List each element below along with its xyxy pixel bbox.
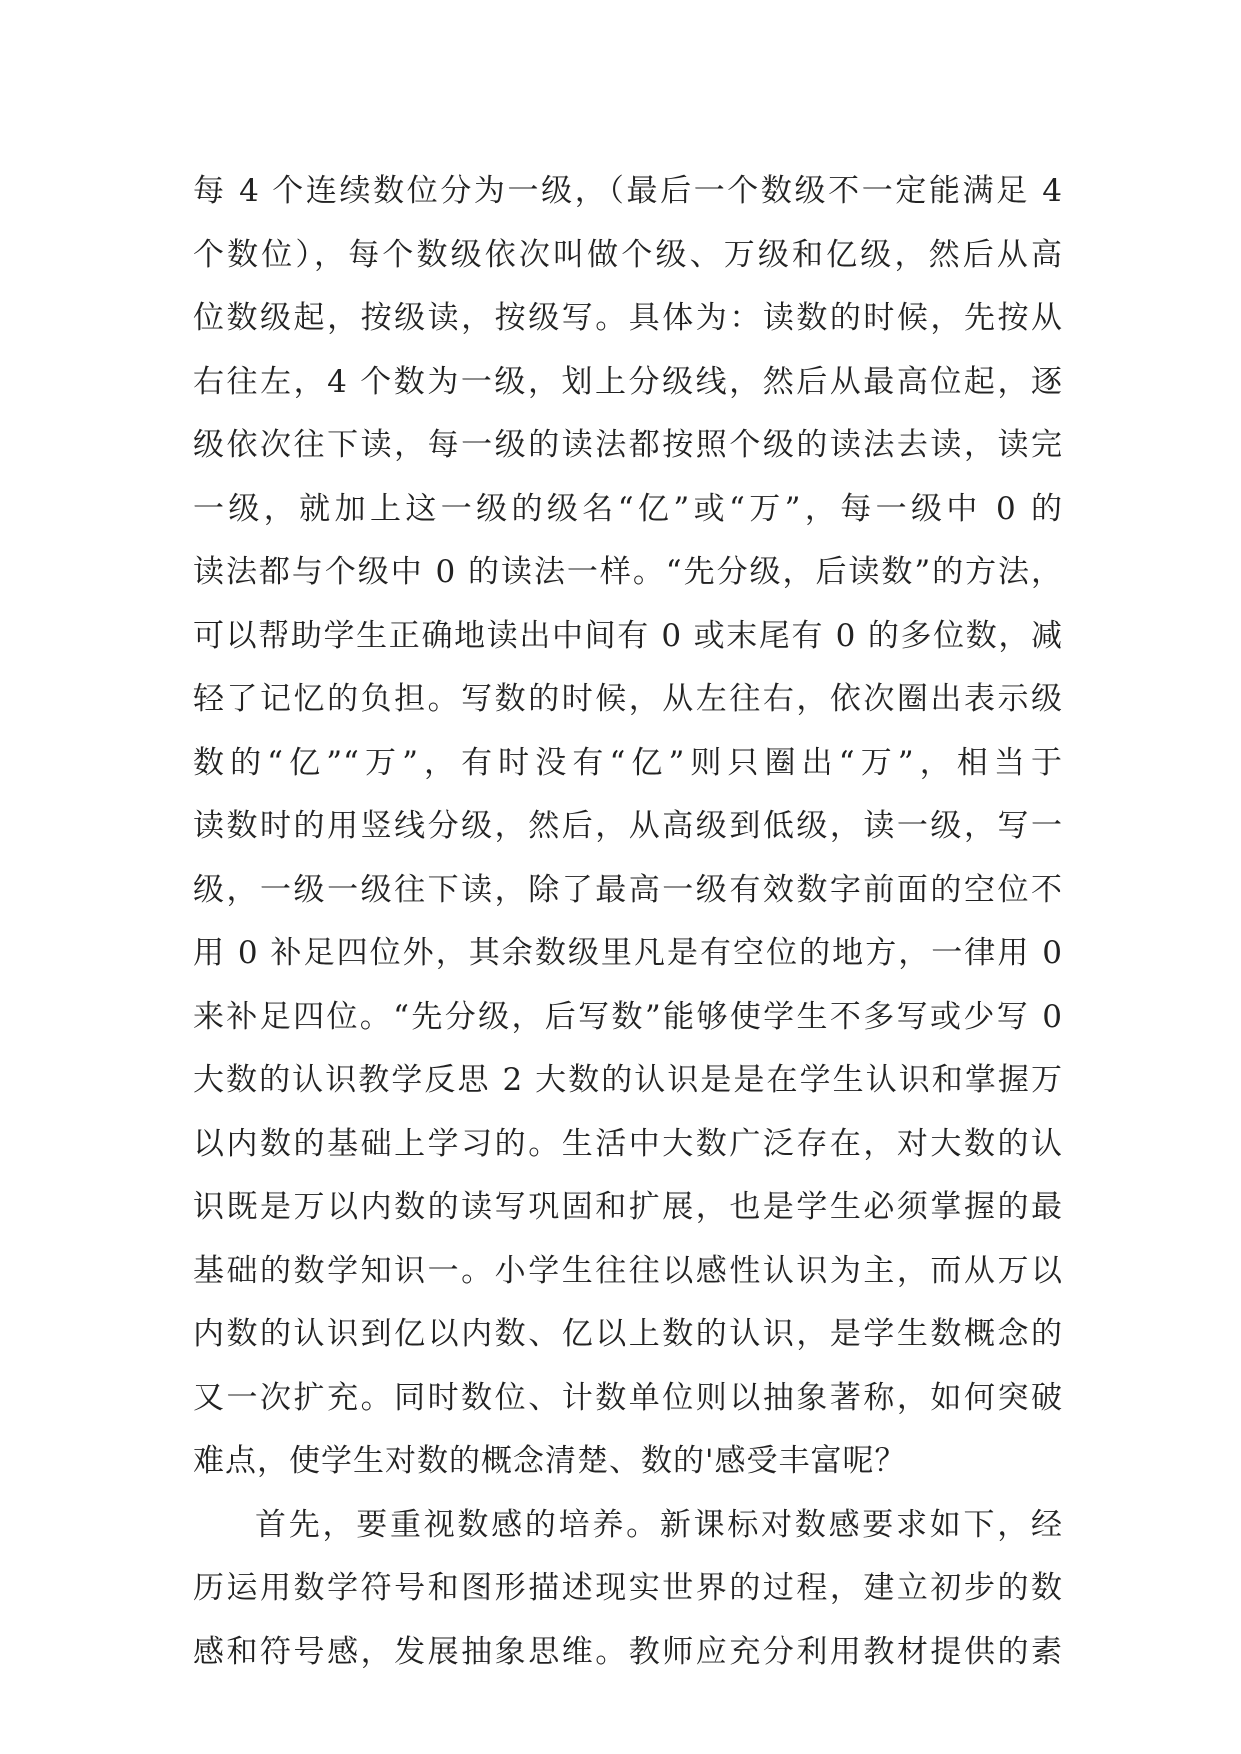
text-line: 个数位），每个数级依次叫做个级、万级和亿级，然后从高: [193, 236, 1063, 273]
text-line: 又一次扩充。同时数位、计数单位则以抽象著称，如何突破: [193, 1379, 1063, 1416]
text-line: 首先，要重视数感的培养。新课标对数感要求如下，经: [255, 1506, 1063, 1543]
text-line: 基础的数学知识一。小学生往往以感性认识为主，而从万以: [193, 1252, 1063, 1289]
text-line: 可以帮助学生正确地读出中间有 0 或末尾有 0 的多位数，减: [193, 617, 1063, 654]
text-line: 用 0 补足四位外，其余数级里凡是有空位的地方，一律用 0: [193, 935, 1063, 971]
text-line: 大数的认识教学反思 2 大数的认识是是在学生认识和掌握万: [193, 1062, 1063, 1098]
text-line: 读法都与个级中 0 的读法一样。“先分级，后读数”的方法，: [193, 554, 1063, 590]
text-line: 以内数的基础上学习的。生活中大数广泛存在，对大数的认: [193, 1125, 1063, 1162]
text-line: 难点，使学生对数的概念清楚、数的'感受丰富呢？: [193, 1443, 907, 1479]
text-line: 级依次往下读，每一级的读法都按照个级的读法去读，读完: [193, 427, 1063, 463]
text-line: 识既是万以内数的读写巩固和扩展，也是学生必须掌握的最: [193, 1189, 1063, 1225]
text-line: 历运用数学符号和图形描述现实世界的过程，建立初步的数: [193, 1570, 1063, 1606]
text-line: 内数的认识到亿以内数、亿以上数的认识，是学生数概念的: [193, 1316, 1063, 1352]
text-line: 数的“亿”“万”，有时没有“亿”则只圈出“万”，相当于: [193, 744, 1063, 781]
document-body: [193, 160, 1063, 1684]
text-line: 轻了记忆的负担。写数的时候，从左往右，依次圈出表示级: [193, 681, 1063, 717]
text-line: 级，一级一级往下读，除了最高一级有效数字前面的空位不: [193, 871, 1063, 908]
text-line: 读数时的用竖线分级，然后，从高级到低级，读一级，写一: [193, 808, 1063, 844]
text-line: 每 4 个连续数位分为一级，（最后一个数级不一定能满足 4: [193, 173, 1063, 209]
text-line: 一级，就加上这一级的级名“亿”或“万”，每一级中 0 的: [193, 490, 1063, 527]
text-line: 来补足四位。“先分级，后写数”能够使学生不多写或少写 0: [193, 998, 1063, 1035]
text-line: 感和符号感，发展抽象思维。教师应充分利用教材提供的素: [193, 1633, 1063, 1670]
text-line: 右往左，4 个数为一级，划上分级线，然后从最高位起，逐: [193, 363, 1063, 400]
text-line: 位数级起，按级读，按级写。具体为：读数的时候，先按从: [193, 300, 1063, 336]
